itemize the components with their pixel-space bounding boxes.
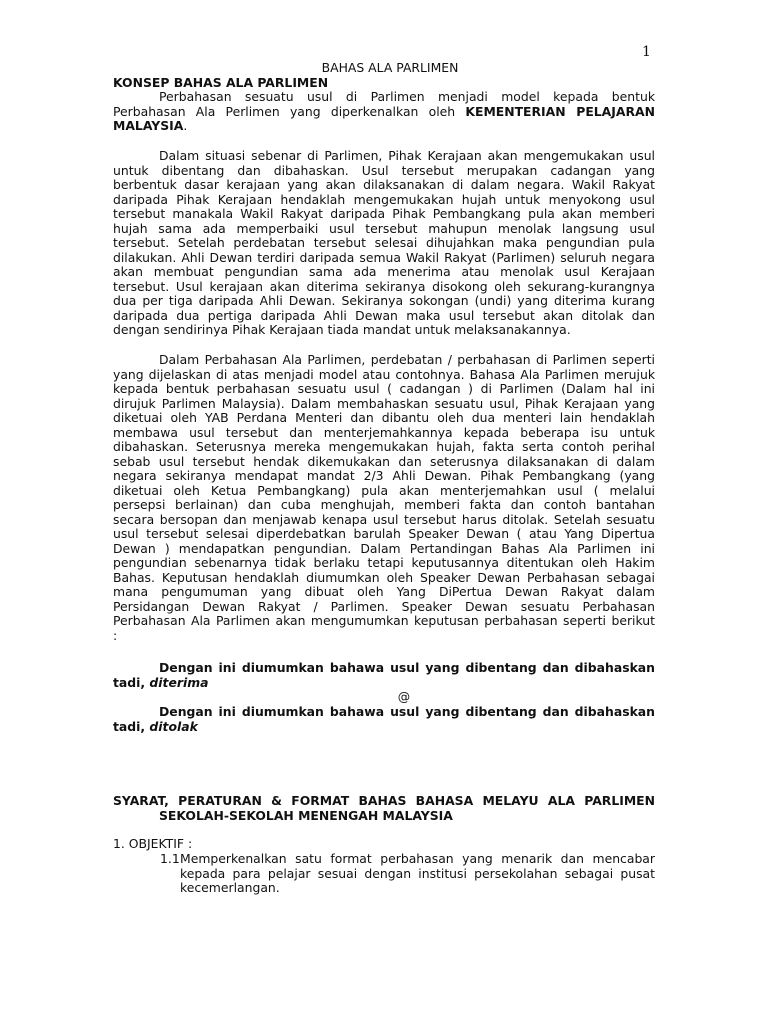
intro-period: . bbox=[183, 118, 188, 133]
objective-item-line: kepada para pelajar sesuai dengan institusi persekolahan sebagai pusat bbox=[180, 865, 655, 881]
title-block bbox=[113, 61, 655, 90]
section-heading: KONSEP BAHAS ALA PARLIMEN bbox=[113, 74, 329, 90]
para2-line: persepsi berlainan) dan cuba menghujah, memberi fakta dan contoh bantahan bbox=[113, 497, 655, 512]
paragraph-perbahasan bbox=[113, 353, 655, 643]
para2-line: dirujuk Parlimen Malaysia). Dalam membahaskan sesuatu usul, Pihak Kerajaan yang bbox=[113, 395, 655, 411]
intro-paragraph bbox=[113, 90, 655, 134]
document-title: BAHAS ALA PARLIMEN bbox=[321, 60, 459, 75]
para1-line: dilakukan. Ahli Dewan terdiri daripada semua Wakil Rakyat (Parlimen) seluruh negara bbox=[113, 249, 655, 265]
para2-line: Dalam Perbahasan Ala Parlimen, perdebatan / perbahasan di Parlimen seperti bbox=[159, 352, 655, 367]
announce-line bbox=[113, 720, 655, 735]
announce-prefix: tadi, bbox=[113, 718, 150, 734]
para1-line: akan membuat pengundian sama ada menerima atau menolak usul Kerajaan bbox=[113, 264, 655, 279]
section-title-line: SEKOLAH-SEKOLAH MENENGAH MALAYSIA bbox=[159, 807, 453, 823]
objective-item-line: Memperkenalkan satu format perbahasan yang menarik dan mencabar bbox=[180, 851, 655, 866]
announce-verdict: diterima bbox=[149, 674, 209, 690]
para2-line: dibahaskan. Seterusnya mereka mengemukakan hujah, fakta serta contoh perihal bbox=[113, 439, 655, 454]
objective-item-number: 1.1 bbox=[160, 851, 180, 866]
intro-text: Perbahasan Ala Perlimen yang diperkenalkan oleh bbox=[113, 103, 456, 119]
objective-item-line: kecemerlangan. bbox=[180, 880, 280, 895]
para2-line: diketuai oleh Ketua Pembangkang) pula akan menterjemahkan usul ( melalui bbox=[113, 482, 655, 498]
para2-line: : bbox=[113, 627, 118, 643]
para2-line: usul tersebut selesai diperdebatkan barulah Speaker Dewan ( atau Yang Dipertua bbox=[113, 526, 655, 541]
separator-symbol: @ bbox=[397, 689, 411, 704]
para1-line: dua per tiga daripada Ahli Dewan. Sekiranya sokongan (undi) yang diterima kurang bbox=[113, 293, 655, 308]
para2-line: membawa usul tersebut dan menterjemahkannya kepada beberapa isu untuk bbox=[113, 424, 655, 440]
para1-line: daripada Pihak Kerajaan hendaklah mengemukakan hujah untuk menyokong usul bbox=[113, 191, 655, 207]
intro-country: MALAYSIA bbox=[113, 118, 184, 133]
para2-line: Perbahasan Ala Parlimen akan mengumumkan keputusan perbahasan seperti berikut bbox=[113, 613, 655, 628]
intro-ministry: KEMENTERIAN PELAJARAN bbox=[465, 103, 655, 119]
para2-line: Bahas. Keputusan hendaklah diumumkan oleh Speaker Dewan Perbahasan sebagai bbox=[113, 569, 655, 585]
para2-line: Persidangan Dewan Rakyat / Parlimen. Speaker Dewan sesuatu Perbahasan bbox=[113, 598, 655, 614]
separator-block bbox=[113, 690, 655, 705]
intro-line bbox=[113, 119, 655, 134]
para1-line: berbentuk dasar kerajaan yang akan dilaksanakan di dalam negara. Wakil Rakyat bbox=[113, 177, 655, 192]
page-number: 1 bbox=[642, 44, 651, 60]
para1-line: tersebut. Usul kerajaan akan diterima sekiranya disokong oleh sekurang-kurangnya bbox=[113, 278, 655, 294]
objective-label: 1. OBJEKTIF : bbox=[113, 836, 193, 851]
para2-line: Dewan ) mendapatkan pengundian. Dalam Pertandingan Bahas Ala Parlimen ini bbox=[113, 540, 655, 556]
paragraph-situasi bbox=[113, 149, 655, 338]
para2-line: negara sekiranya mendapat mandat 2/3 Ahli Dewan. Pihak Pembangkang (yang bbox=[113, 468, 655, 483]
para2-line: mana pengumuman yang dibuat oleh Yang DiPertua Dewan Rakyat dalam bbox=[113, 584, 655, 599]
section-title-line: SYARAT, PERATURAN & FORMAT BAHAS BAHASA MELAYU ALA PARLIMEN bbox=[113, 793, 655, 808]
para2-line: sebab usul tersebut hendak dikemukakan dan seterusnya dilaksanakan di dalam bbox=[113, 453, 655, 469]
section-title-block bbox=[113, 794, 655, 823]
objective-item-text bbox=[180, 852, 655, 896]
para1-line: tersebut manakala Wakil Rakyat daripada Pihak Pembangkang pula akan memberi bbox=[113, 206, 655, 221]
objective-block bbox=[113, 836, 655, 895]
announce-line bbox=[113, 676, 655, 691]
para1-line: hujah sama ada memperbaiki usul tersebut mahupun menolak langsung usul bbox=[113, 220, 655, 236]
intro-line bbox=[113, 105, 655, 120]
para1-line: untuk dibentang dan dibahaskan. Usul tersebut merupakan cadangan yang bbox=[113, 162, 655, 178]
para1-line: dengan sendirinya Pihak Kerajaan tiada mandat untuk melaksanakannya. bbox=[113, 322, 571, 337]
announce-verdict: ditolak bbox=[149, 718, 198, 734]
announcement-accept bbox=[113, 661, 655, 690]
announce-prefix: tadi, bbox=[113, 674, 150, 690]
para1-line: Dalam situasi sebenar di Parlimen, Pihak Kerajaan akan mengemukakan usul bbox=[159, 148, 655, 163]
para2-line: pengundian sebenarnya tidak berlaku tetapi keputusannya ditentukan oleh Hakim bbox=[113, 555, 655, 570]
announce-line: Dengan ini diumumkan bahawa usul yang dibentang dan dibahaskan bbox=[159, 660, 655, 675]
intro-line: Perbahasan sesuatu usul di Parlimen menjadi model kepada bentuk bbox=[159, 89, 655, 104]
para1-line: tersebut. Setelah perdebatan tersebut selesai dihujahkan maka pengundian pula bbox=[113, 235, 655, 250]
para1-line: daripada dua pertiga daripada Ahli Dewan maka usul tersebut akan ditolak dan bbox=[113, 307, 655, 323]
announce-line: Dengan ini diumumkan bahawa usul yang dibentang dan dibahaskan bbox=[159, 704, 655, 719]
para2-line: kepada bentuk perbahasan sesuatu usul ( cadangan ) di Parlimen (Dalam hal ini bbox=[113, 381, 655, 396]
para2-line: yang dijelaskan di atas menjadi model atau contohnya. Bahasa Ala Parlimen merujuk bbox=[113, 366, 655, 382]
para2-line: secara bersopan dan menjawab kenapa usul tersebut harus ditolak. Setelah sesuatu bbox=[113, 511, 655, 527]
announcement-reject bbox=[113, 705, 655, 734]
para2-line: diketuai oleh YAB Perdana Menteri dan dibantu oleh dua menteri lain hendaklah bbox=[113, 410, 655, 425]
